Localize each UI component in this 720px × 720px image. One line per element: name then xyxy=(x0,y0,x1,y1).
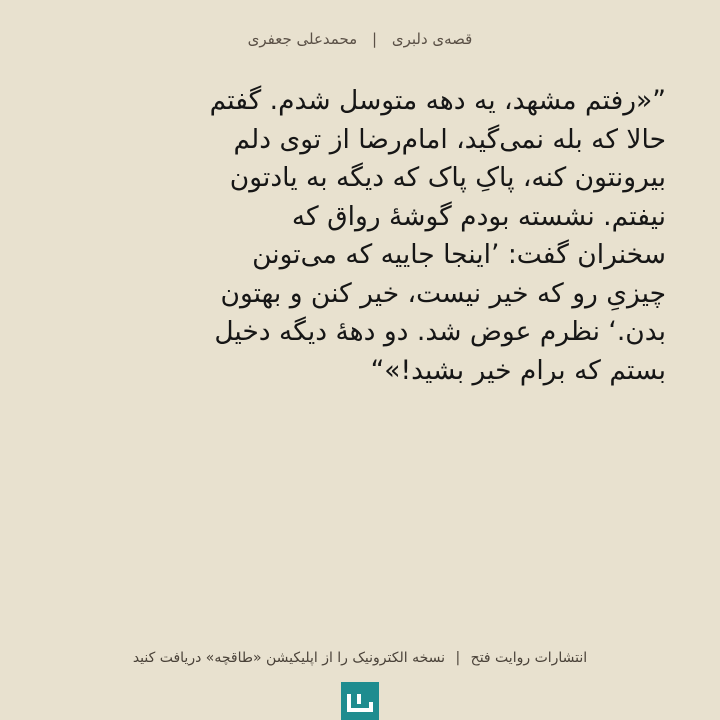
quote-line: نیفتم. نشسته بودم گوشهٔ رواق که xyxy=(291,200,666,232)
quote-line: چیزیِ رو که خیر نیست، خیر کنن و بهتون xyxy=(220,277,666,309)
quote-line: سخنران گفت: ’اینجا جاییه که می‌تونن xyxy=(252,239,666,270)
quote-line: بیرونتون کنه، پاکِ پاک که دیگه به یادتون xyxy=(229,162,666,193)
footer-separator: | xyxy=(455,650,461,666)
header-separator: | xyxy=(371,30,378,48)
taaghche-logo-glyph xyxy=(341,682,379,720)
book-title: قصه‌ی دلبری xyxy=(391,30,473,48)
quote-line: ”«رفتم مشهد، یه دهه متوسل شدم. گفتم xyxy=(209,85,666,116)
author-name: محمدعلی جعفری xyxy=(247,30,358,48)
quote-line: حالا که بله نمی‌گید، امام‌رضا از توی دلم xyxy=(233,123,666,155)
publisher-name: انتشارات روایت فتح xyxy=(470,650,588,666)
ebook-note: نسخه الکترونیک را از اپلیکیشن «طاقچه» دریافت کنید xyxy=(132,650,446,666)
book-header xyxy=(0,30,720,48)
quote-text xyxy=(62,82,666,390)
quote-line: بدن.‘ نظرم عوض شد. دو دههٔ دیگه دخیل xyxy=(214,316,666,347)
publisher-footer xyxy=(0,650,720,666)
quote-line: بستم که برام خیر بشید!»“ xyxy=(370,354,666,386)
taaghche-logo-icon xyxy=(341,682,379,720)
